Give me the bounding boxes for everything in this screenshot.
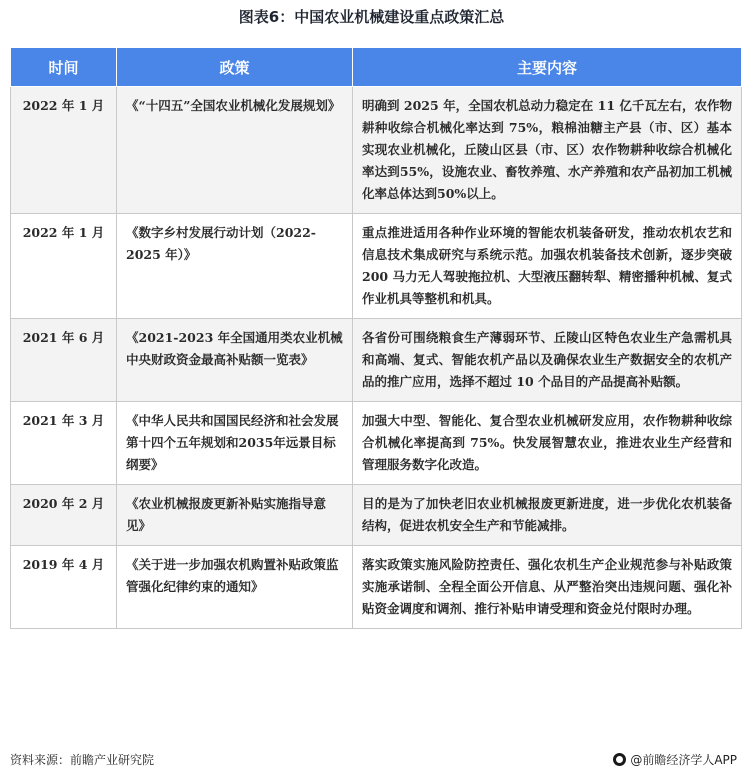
brand-logo-icon bbox=[613, 753, 626, 766]
row-time: 2020 年 2 月 bbox=[11, 485, 117, 546]
table-row bbox=[11, 402, 742, 485]
row-time: 2022 年 1 月 bbox=[11, 87, 117, 214]
policy-table bbox=[10, 47, 742, 629]
table-row bbox=[11, 546, 742, 629]
row-policy: 《关于进一步加强农机购置补贴政策监管强化纪律约束的通知》 bbox=[117, 546, 353, 629]
table-row bbox=[11, 319, 742, 402]
row-policy: 《中华人民共和国国民经济和社会发展第十四个五年规划和2035年远景目标纲要》 bbox=[117, 402, 353, 485]
table-row bbox=[11, 485, 742, 546]
header-content: 主要内容 bbox=[353, 48, 742, 87]
page-title: 图表6：中国农业机械建设重点政策汇总 bbox=[238, 8, 505, 26]
row-policy: 《“十四五”全国农业机械化发展规划》 bbox=[117, 87, 353, 214]
row-time: 2022 年 1 月 bbox=[11, 214, 117, 319]
row-policy: 《2021-2023 年全国通用类农业机械中央财政资金最高补贴额一览表》 bbox=[117, 319, 353, 402]
row-content: 目的是为了加快老旧农业机械报废更新进度，进一步优化农机装备结构，促进农机安全生产和节能减排。 bbox=[353, 485, 742, 546]
header-time: 时间 bbox=[11, 48, 117, 87]
table-row bbox=[11, 87, 742, 214]
row-policy: 《数字乡村发展行动计划（2022-2025 年）》 bbox=[117, 214, 353, 319]
row-time: 2021 年 6 月 bbox=[11, 319, 117, 402]
source-note: 资料来源：前瞻产业研究院 bbox=[10, 753, 155, 767]
row-content: 加强大中型、智能化、复合型农业机械研发应用，农作物耕种收综合机械化率提高到 75%。快发展智慧农业，推进农业生产经营和管理服务数字化改造。 bbox=[353, 402, 742, 485]
row-time: 2019 年 4 月 bbox=[11, 546, 117, 629]
row-time: 2021 年 3 月 bbox=[11, 402, 117, 485]
row-policy: 《农业机械报废更新补贴实施指导意见》 bbox=[117, 485, 353, 546]
header-policy: 政策 bbox=[117, 48, 353, 87]
table-row bbox=[11, 214, 742, 319]
brand-label: @前瞻经济学人APP bbox=[630, 753, 737, 767]
brand-credit bbox=[613, 751, 737, 768]
row-content: 各省份可围绕粮食生产薄弱环节、丘陵山区特色农业生产急需机具和高端、复式、智能农机产品以及确保农业生产数据安全的农机产品的推广应用，选择不超过 10 个品目的产品提高补贴额。 bbox=[353, 319, 742, 402]
row-content: 落实政策实施风险防控责任、强化农机生产企业规范参与补贴政策实施承诺制、全程全面公开信息、从严整治突出违规问题、强化补贴资金调度和调剂、推行补贴申请受理和资金兑付限时办理。 bbox=[353, 546, 742, 629]
row-content: 明确到 2025 年，全国农机总动力稳定在 11 亿千瓦左右，农作物耕种收综合机械化率达到 75%，粮棉油糖主产县（市、区）基本实现农业机械化，丘陵山区县（市、区）农作物耕种收综合机械化率达到55%，设施农业、畜牧养殖、水产养殖和农产品初加工机械化率总体达到50%以上。 bbox=[353, 87, 742, 214]
table-header-row bbox=[11, 48, 742, 87]
row-content: 重点推进适用各种作业环境的智能农机装备研发，推动农机农艺和信息技术集成研究与系统示范。加强农机装备技术创新，逐步突破 200 马力无人驾驶拖拉机、大型液压翻转犁、精密播种机械、复式作业机具等整机和机具。 bbox=[353, 214, 742, 319]
